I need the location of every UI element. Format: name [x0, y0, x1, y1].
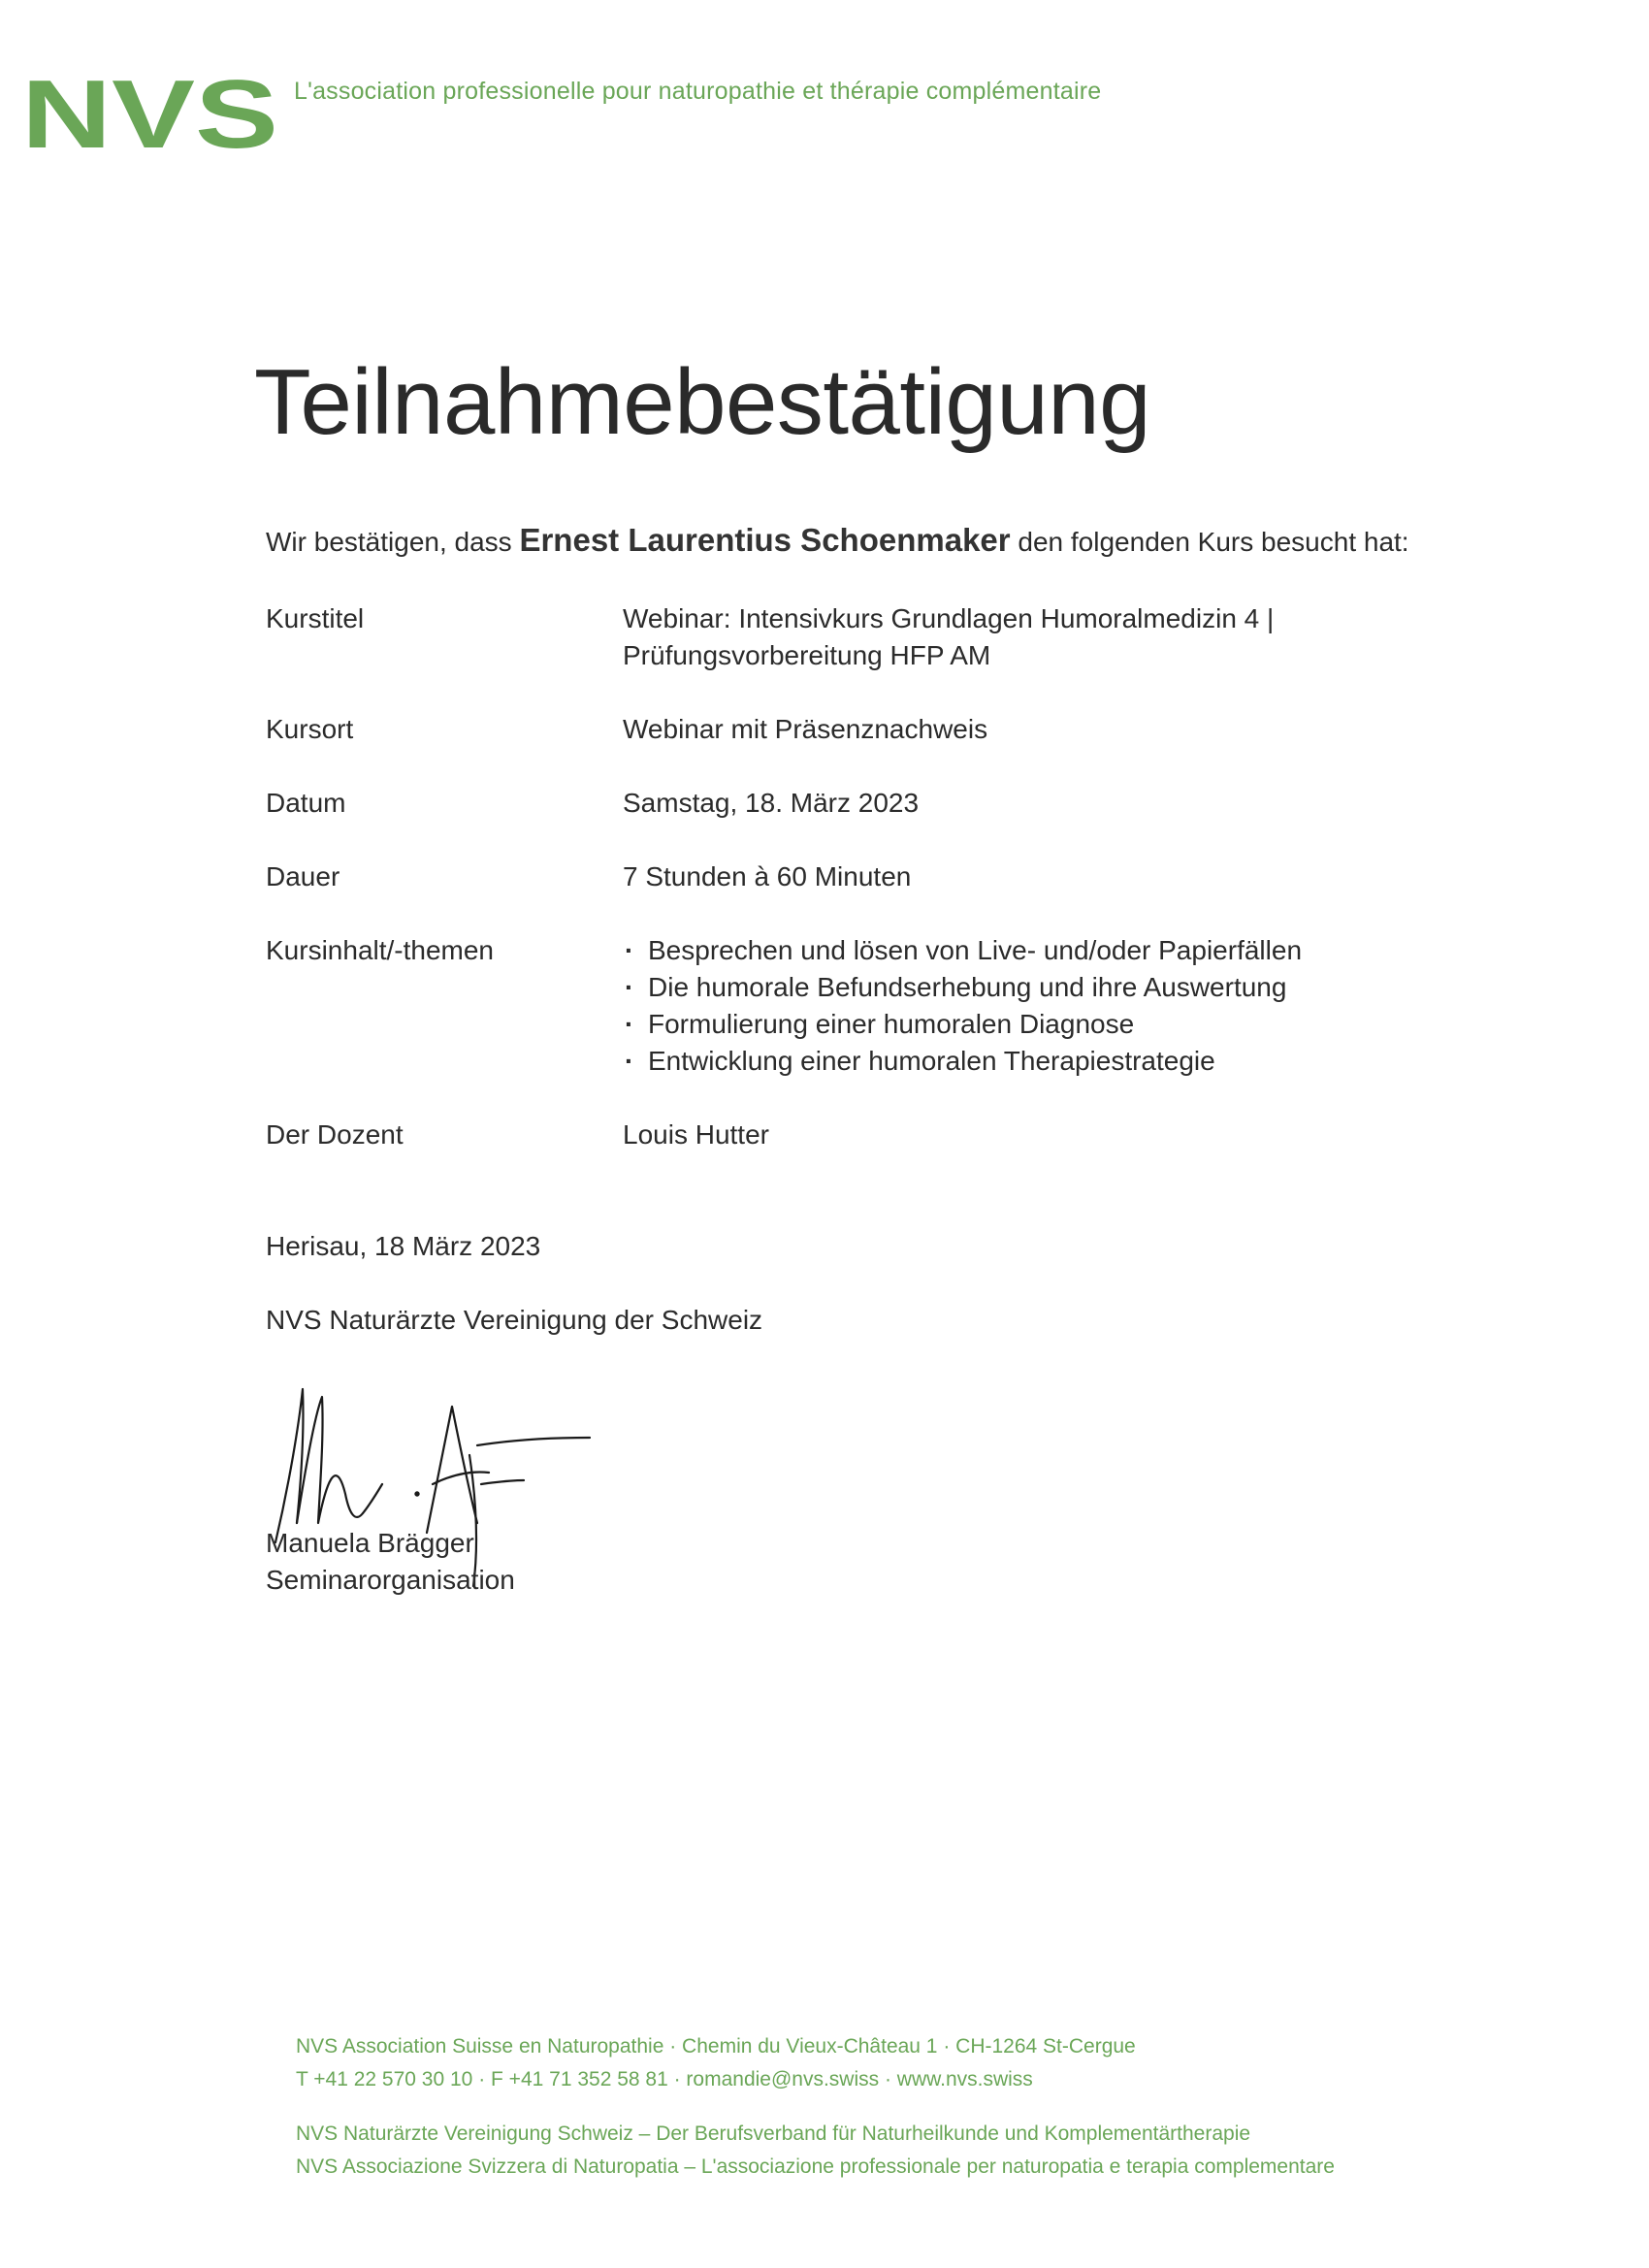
- intro-sentence: [266, 522, 1409, 559]
- footer-address: NVS Association Suisse en Naturopathie · Chemin du Vieux-Château 1 · CH-1264 St-Cergue: [296, 2035, 1136, 2057]
- place-date: Herisau, 18 März 2023: [266, 1231, 541, 1261]
- participant-name: Ernest Laurentius Schoenmaker: [519, 522, 1011, 558]
- list-item: · Die humorale Befundserhebung und ihre Auswertung: [623, 969, 1496, 1006]
- kursort-label: Kursort: [266, 714, 354, 744]
- signer-role: Seminarorganisation: [266, 1565, 515, 1595]
- datum-value: Samstag, 18. März 2023: [623, 788, 920, 818]
- footer-german: NVS Naturärzte Vereinigung Schweiz – Der Berufsverband für Naturheilkunde und Komplementärtherapie: [296, 2122, 1251, 2145]
- organisation-name: NVS Naturärzte Vereinigung der Schweiz: [266, 1305, 763, 1335]
- list-item: · Entwicklung einer humoralen Therapiestrategie: [623, 1043, 1496, 1080]
- nvs-logo-text: NVS: [21, 68, 278, 155]
- signer-name: Manuela Brägger: [266, 1528, 474, 1558]
- kursort-value: Webinar mit Präsenznachweis: [623, 714, 988, 744]
- list-item: · Besprechen und lösen von Live- und/oder Papierfällen: [623, 932, 1496, 969]
- list-item: · Formulierung einer humoralen Diagnose: [623, 1006, 1496, 1043]
- nvs-logo: [21, 68, 283, 155]
- dauer-value: 7 Stunden à 60 Minuten: [623, 861, 912, 891]
- kurstitel-value: [623, 600, 1496, 674]
- footer-contact: T +41 22 570 30 10 · F +41 71 352 58 81 · romandie@nvs.swiss · www.nvs.swiss: [296, 2068, 1033, 2090]
- dozent-label: Der Dozent: [266, 1119, 404, 1150]
- kurstitel-line2: Prüfungsvorbereitung HFP AM: [623, 640, 991, 670]
- datum-label: Datum: [266, 788, 346, 818]
- dauer-label: Dauer: [266, 861, 340, 891]
- topics-list: [623, 932, 1496, 1080]
- kursinhalt-label: Kursinhalt/-themen: [266, 935, 495, 965]
- intro-before: Wir bestätigen, dass: [266, 527, 520, 557]
- kursinhalt-value: [623, 932, 1496, 1080]
- kurstitel-label: Kurstitel: [266, 603, 365, 633]
- dozent-value: Louis Hutter: [623, 1119, 769, 1150]
- intro-after: den folgenden Kurs besucht hat:: [1010, 527, 1409, 557]
- footer-italian: NVS Associazione Svizzera di Naturopatia – L'associazione professionale per naturopatia e terapia complementare: [296, 2155, 1335, 2178]
- header-tagline: L'association professionelle pour naturopathie et thérapie complémentaire: [294, 78, 1102, 105]
- page-title: Teilnahmebestätigung: [254, 350, 1150, 454]
- kurstitel-line1: Webinar: Intensivkurs Grundlagen Humoralmedizin 4 |: [623, 603, 1275, 633]
